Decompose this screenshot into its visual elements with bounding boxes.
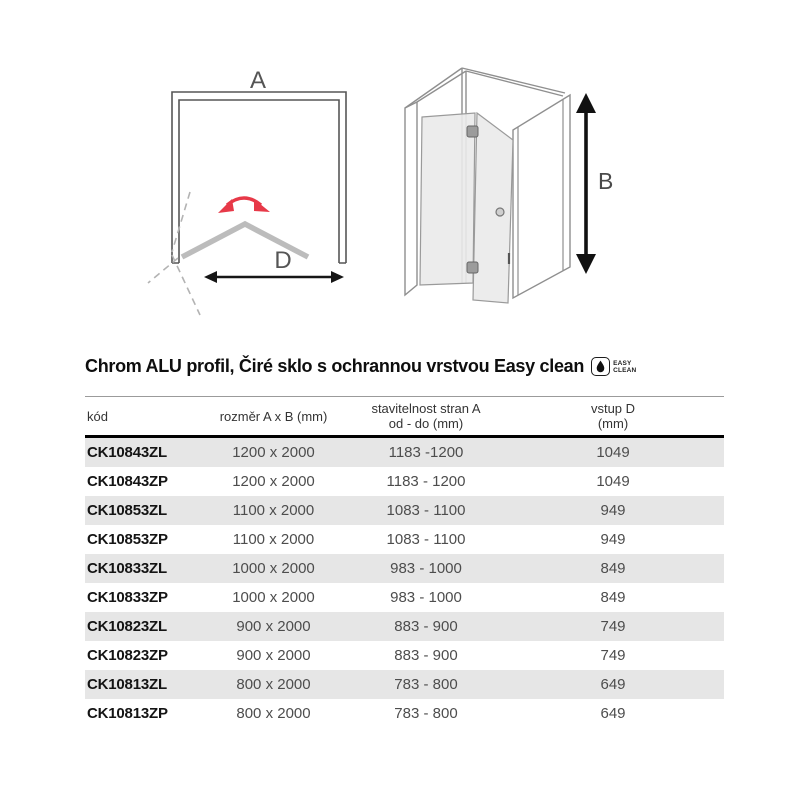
enclosure-top-view-diagram — [140, 55, 360, 320]
table-row — [85, 612, 724, 641]
header-line: (mm) — [597, 416, 629, 431]
section-title-row — [85, 356, 735, 377]
frame-inner-outline — [179, 100, 339, 263]
dimension-b-arrow — [576, 93, 596, 274]
dimension-a-label: A — [249, 67, 267, 94]
table-row — [85, 496, 724, 525]
hinge-top-icon — [467, 126, 478, 137]
column-header-kod: kód — [87, 408, 108, 424]
cell-rozmer: 900 x 2000 — [236, 647, 311, 664]
cell-vstup: 649 — [600, 705, 626, 722]
left-wall-profile — [405, 102, 417, 295]
cell-rozmer: 800 x 2000 — [236, 705, 311, 722]
cell-rozmer: 1100 x 2000 — [232, 531, 315, 548]
cell-kod: CK10853ZL — [87, 502, 167, 519]
cell-rozmer: 1100 x 2000 — [232, 502, 315, 519]
cell-rozmer: 1200 x 2000 — [232, 444, 315, 461]
cell-kod: CK10843ZL — [87, 444, 167, 461]
column-header-stavitelnost — [350, 397, 502, 437]
cell-kod: CK10833ZL — [87, 560, 167, 577]
cell-vstup: 749 — [600, 647, 626, 664]
cell-rozmer: 1200 x 2000 — [232, 473, 315, 490]
cell-rozmer: 1000 x 2000 — [232, 589, 315, 606]
cell-stavitelnost: 783 - 800 — [394, 676, 458, 693]
badge-line-1: EASY — [613, 359, 632, 367]
table-row — [85, 467, 724, 496]
cell-kod: CK10843ZP — [87, 473, 168, 490]
right-top-rail — [462, 68, 565, 96]
frame-outer-outline — [172, 92, 346, 263]
dimension-d-label: D — [274, 247, 292, 274]
header-line: stavitelnost stran A — [371, 401, 481, 416]
product-spec-table — [85, 396, 724, 728]
dimension-b-label: B — [598, 168, 614, 194]
cell-vstup: 949 — [600, 502, 626, 519]
table-row — [85, 525, 724, 554]
table-row — [85, 554, 724, 583]
table-row — [85, 583, 724, 612]
cell-stavitelnost: 1183 - 1200 — [386, 473, 466, 490]
cell-kod: CK10833ZP — [87, 589, 168, 606]
cell-vstup: 649 — [600, 676, 626, 693]
door-knob-icon — [496, 208, 504, 216]
cell-kod: CK10853ZP — [87, 531, 168, 548]
column-header-vstup — [502, 397, 724, 437]
cell-stavitelnost: 983 - 1000 — [390, 560, 462, 577]
cell-rozmer: 800 x 2000 — [236, 676, 311, 693]
cell-kod: CK10823ZP — [87, 647, 168, 664]
cell-vstup: 1049 — [596, 444, 630, 461]
cell-stavitelnost: 1083 - 1100 — [386, 502, 466, 519]
cell-vstup: 749 — [600, 618, 626, 635]
table-row — [85, 699, 724, 728]
easy-clean-badge-text — [613, 360, 636, 374]
droplet-icon — [591, 357, 610, 376]
cell-stavitelnost: 1083 - 1100 — [386, 531, 466, 548]
cell-stavitelnost: 1183 -1200 — [388, 444, 464, 461]
section-title: Chrom ALU profil, Čiré sklo s ochrannou vrstvou Easy clean — [85, 356, 585, 376]
left-top-rail — [405, 68, 466, 108]
cell-kod: CK10813ZL — [87, 676, 167, 693]
hinge-bottom-icon — [467, 262, 478, 273]
cell-vstup: 1049 — [596, 473, 630, 490]
table-row — [85, 437, 724, 468]
table-row — [85, 670, 724, 699]
table-header — [85, 397, 724, 437]
table-body — [85, 437, 724, 729]
cell-stavitelnost: 783 - 800 — [394, 705, 458, 722]
door-swing-arrow-icon — [218, 198, 270, 213]
cell-stavitelnost: 883 - 900 — [394, 647, 458, 664]
header-line: vstup D — [590, 401, 636, 416]
table-row — [85, 641, 724, 670]
fixed-glass-panel — [420, 113, 475, 285]
table-header-row — [85, 397, 724, 437]
column-header-rozmer: rozměr A x B (mm) — [219, 408, 328, 424]
cell-vstup: 949 — [600, 531, 626, 548]
cell-stavitelnost: 883 - 900 — [394, 618, 458, 635]
cell-stavitelnost: 983 - 1000 — [390, 589, 462, 606]
right-wall-panel — [513, 95, 570, 298]
cell-kod: CK10823ZL — [87, 618, 167, 635]
enclosure-perspective-diagram — [395, 55, 630, 315]
cell-rozmer: 900 x 2000 — [236, 618, 311, 635]
header-line: od - do (mm) — [388, 416, 464, 431]
badge-line-2: CLEAN — [613, 366, 637, 374]
cell-kod: CK10813ZP — [87, 705, 168, 722]
cell-vstup: 849 — [600, 560, 626, 577]
glass-door-panel — [473, 113, 513, 303]
easy-clean-badge — [591, 357, 636, 376]
cell-vstup: 849 — [600, 589, 626, 606]
cell-rozmer: 1000 x 2000 — [232, 560, 315, 577]
